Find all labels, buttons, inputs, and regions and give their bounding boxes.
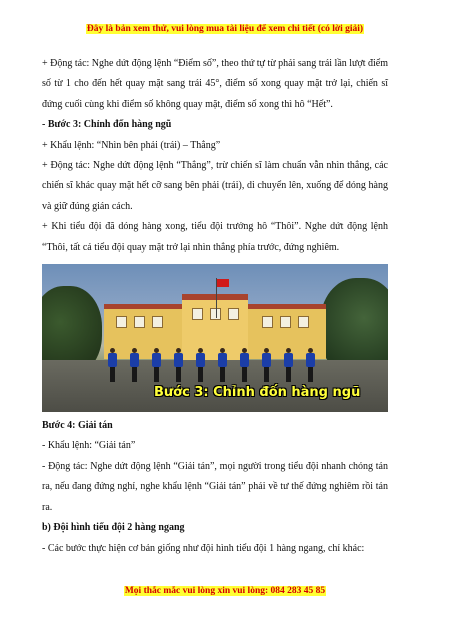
photo-student <box>284 348 293 382</box>
paragraph-step3-command: + Khẩu lệnh: “Nhìn bên phải (trái) – Thẳng” <box>42 139 221 151</box>
drill-photo <box>42 264 388 412</box>
photo-caption: Bước 3: Chỉnh đốn hàng ngũ <box>154 384 361 400</box>
photo-window <box>262 316 273 328</box>
paragraph-section-b-intro: - Các bước thực hiện cơ bản giống như đội hình tiểu đội 1 hàng ngang, chỉ khác: <box>42 542 365 554</box>
document-body <box>42 54 388 559</box>
photo-student <box>108 348 117 382</box>
paragraph-step3-finish: + Khi tiểu đội đã dóng hàng xong, tiểu đội trưởng hô “Thôi”. Nghe dứt động lệnh “Thôi, tất cả tiểu đội quay mặt trở lại nhìn thẳng phía trước, đứng nghiêm. <box>42 221 388 253</box>
heading-step-3 <box>42 115 388 135</box>
photo-student <box>218 348 227 382</box>
paragraph-step4-command: - Khẩu lệnh: “Giải tán” <box>42 440 136 452</box>
photo-window <box>228 308 239 320</box>
photo-student <box>152 348 161 382</box>
preview-notice-text: Đây là bản xem thử, vui lòng mua tài liệu để xem chi tiết (có lời giải) <box>86 24 364 34</box>
photo-window <box>116 316 127 328</box>
preview-notice-banner <box>0 24 450 34</box>
paragraph-step4-action: - Động tác: Nghe dứt động lệnh “Giải tán”, mọi người trong tiểu đội nhanh chóng tản ra, nếu đang đứng nghỉ, nghe khẩu lệnh “Giải tán” phải về tư thế đứng nghiêm rồi tản ra. <box>42 460 388 513</box>
heading-step-3-text: - Bước 3: Chỉnh đốn hàng ngũ <box>42 119 172 131</box>
photo-window <box>192 308 203 320</box>
photo-window <box>134 316 145 328</box>
photo-window <box>298 316 309 328</box>
contact-text: Mọi thắc mắc vui lòng xin vui lòng: 084 283 45 85 <box>124 586 326 596</box>
photo-window <box>152 316 163 328</box>
photo-student <box>240 348 249 382</box>
paragraph-step3-action: + Động tác: Nghe dứt động lệnh “Thẳng”, trừ chiến sĩ làm chuẩn vẫn nhìn thẳng, các chiến sĩ khác quay mặt hết cỡ sang bên phải (trái), di chuyển lên, xuống để dóng hàng và giữ đúng gián cách. <box>42 160 388 212</box>
photo-student <box>262 348 271 382</box>
heading-step-4-text: Bước 4: Giải tán <box>42 420 113 432</box>
photo-student <box>174 348 183 382</box>
heading-section-b <box>42 518 388 538</box>
photo-building-center <box>182 294 248 360</box>
photo-window <box>280 316 291 328</box>
photo-student <box>196 348 205 382</box>
paragraph-diem-so-action: + Động tác: Nghe dứt động lệnh “Điểm số”, theo thứ tự từ phải sang trái lần lượt điểm số từ 1 cho đến hết quay mặt sang trái 45°, điểm số xong quay mặt trở lại, chiến sĩ đứng cuối cùng khi điểm số không quay mặt, điểm số xong thì hô “Hết”. <box>42 58 389 110</box>
photo-student <box>130 348 139 382</box>
photo-flag <box>217 279 229 287</box>
heading-section-b-text: b) Đội hình tiểu đội 2 hàng ngang <box>42 522 185 534</box>
contact-banner <box>0 586 450 596</box>
photo-student <box>306 348 315 382</box>
heading-step-4 <box>42 416 388 436</box>
